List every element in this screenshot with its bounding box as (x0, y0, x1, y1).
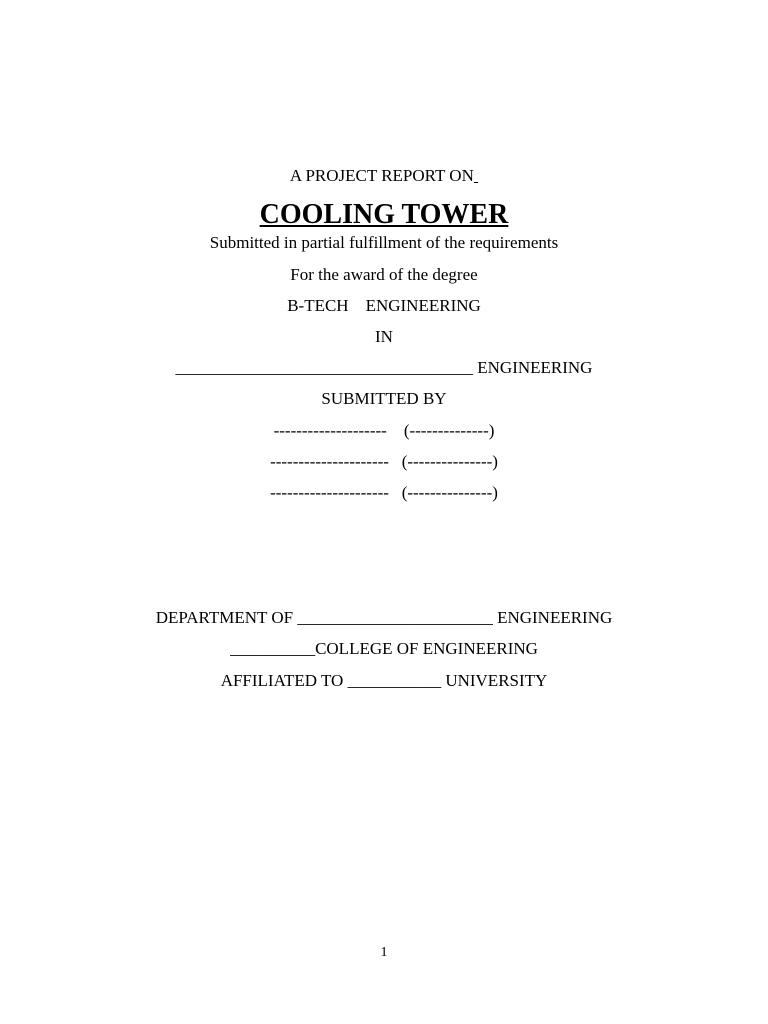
report-title: COOLING TOWER (259, 199, 509, 230)
college-line: __________COLLEGE OF ENGINEERING (230, 639, 538, 658)
page-number: 1 (380, 945, 388, 960)
degree-line: For the award of the degree (290, 265, 478, 284)
report-subtitle: Submitted in partial fulfillment of the requirements (209, 233, 559, 252)
in-label: IN (375, 327, 393, 346)
department-line: DEPARTMENT OF _______________________ ENGINEERING (155, 608, 613, 627)
affiliation-line: AFFILIATED TO ___________ UNIVERSITY (220, 671, 548, 690)
submitted-by-label: SUBMITTED BY (321, 389, 447, 408)
student-entry: -------------------- (--------------) (273, 421, 495, 440)
report-heading-text: A PROJECT REPORT ON (289, 166, 474, 185)
branch-line: ___________________________________ ENGINEERING (175, 358, 593, 377)
program-line: B-TECH ENGINEERING (287, 296, 481, 315)
report-heading-underline (474, 166, 478, 185)
student-entry: --------------------- (---------------) (270, 452, 498, 471)
report-heading (0, 166, 768, 186)
student-entry: --------------------- (---------------) (270, 483, 498, 502)
